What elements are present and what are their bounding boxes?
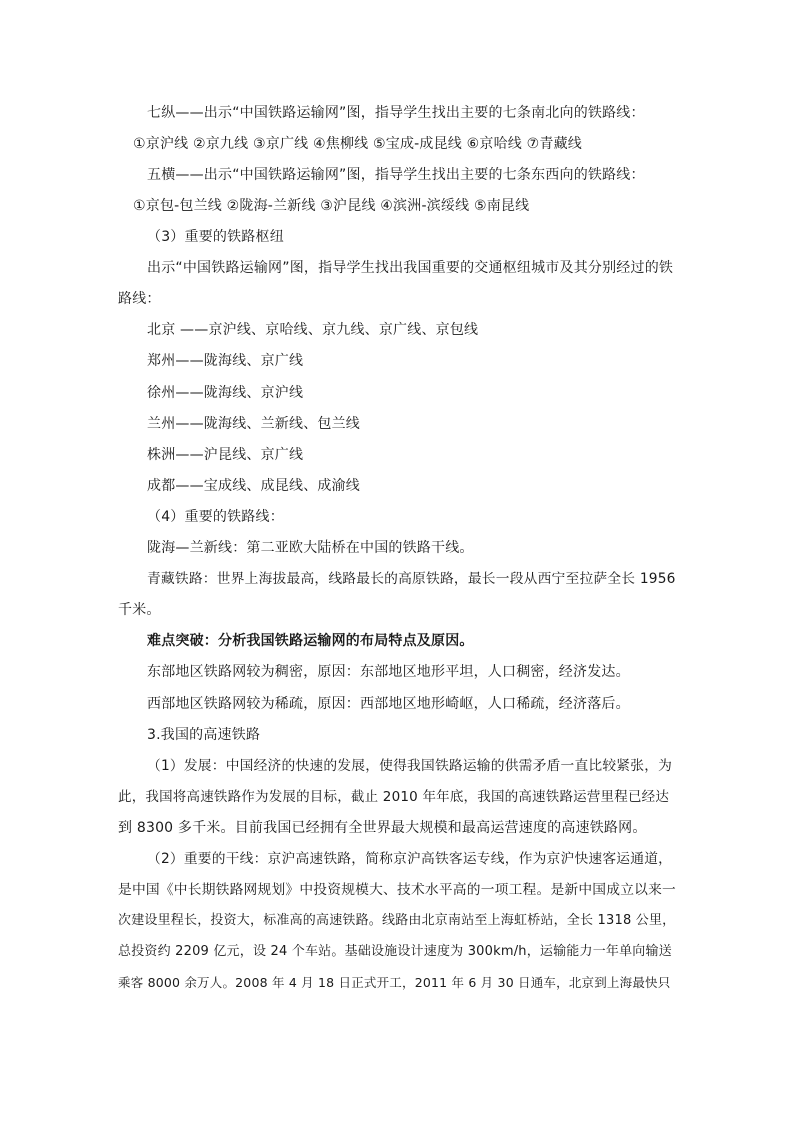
text-line: 东部地区铁路网较为稠密，原因：东部地区地形平坦，人口稠密，经济发达。 [147,664,630,680]
text-line: 此，我国将高速铁路作为发展的目标，截止 2010 年年底，我国的高速铁路运营里程已经达 [118,789,670,805]
section-heading: （4）重要的铁路线： [147,509,284,525]
text-line: 五横——出示“中国铁路运输网”图，指导学生找出主要的七条东西向的铁路线： [147,167,645,183]
text-line: 总投资约 2209 亿元，设 24 个车站。基础设施设计速度为 300km/h，运输能力一年单向输送 [118,944,672,959]
text-line: 徐州——陇海线、京沪线 [147,385,304,401]
text-line: （2）重要的干线：京沪高速铁路，简称京沪高铁客运专线，作为京沪快速客运通道， [147,851,673,867]
text-line: 路线： [118,291,161,307]
text-line: 陇海—兰新线：第二亚欧大陆桥在中国的铁路干线。 [147,540,474,556]
text-line: 次建设里程长，投资大，标准高的高速铁路。线路由北京南站至上海虹桥站，全长 1318 公里， [118,913,676,928]
text-line: ①京包-包兰线 ②陇海-兰新线 ③沪昆线 ④滨洲-滨绥线 ⑤南昆线 [133,198,530,214]
text-line: 乘客 8000 余万人。2008 年 4 月 18 日正式开工，2011 年 6 月 30 日通车，北京到上海最快只 [118,975,671,990]
text-line: 千米。 [118,602,161,618]
text-line: 兰州——陇海线、兰新线、包兰线 [147,416,360,432]
text-line: 青藏铁路：世界上海拔最高，线路最长的高原铁路，最长一段从西宁至拉萨全长 1956 [147,571,676,587]
text-line: ①京沪线 ②京九线 ③京广线 ④焦柳线 ⑤宝成-成昆线 ⑥京哈线 ⑦青藏线 [133,136,583,152]
text-line: 到 8300 多千米。目前我国已经拥有全世界最大规模和最高运营速度的高速铁路网。 [118,820,647,836]
text-line: 郑州——陇海线、京广线 [147,353,304,369]
key-point-heading: 难点突破：分析我国铁路运输网的布局特点及原因。 [147,633,474,649]
text-line: 出示“中国铁路运输网”图，指导学生找出我国重要的交通枢纽城市及其分别经过的铁 [147,260,674,276]
text-line: 株洲——沪昆线、京广线 [147,447,304,463]
text-line: 是中国《中长期铁路网规划》中投资规模大、技术水平高的一项工程。是新中国成立以来一 [118,882,677,898]
text-line: 七纵——出示“中国铁路运输网”图，指导学生找出主要的七条南北向的铁路线： [147,105,645,121]
text-line: 北京 ——京沪线、京哈线、京九线、京广线、京包线 [147,322,479,338]
text-line: 成都——宝成线、成昆线、成渝线 [147,478,360,494]
section-heading: （3）重要的铁路枢纽 [147,229,284,245]
section-heading: 3.我国的高速铁路 [147,727,261,743]
text-line: （1）发展：中国经济的快速的发展，使得我国铁路运输的供需矛盾一直比较紧张，为 [147,758,673,774]
text-line: 西部地区铁路网较为稀疏，原因：西部地区地形崎岖，人口稀疏，经济落后。 [147,696,630,712]
